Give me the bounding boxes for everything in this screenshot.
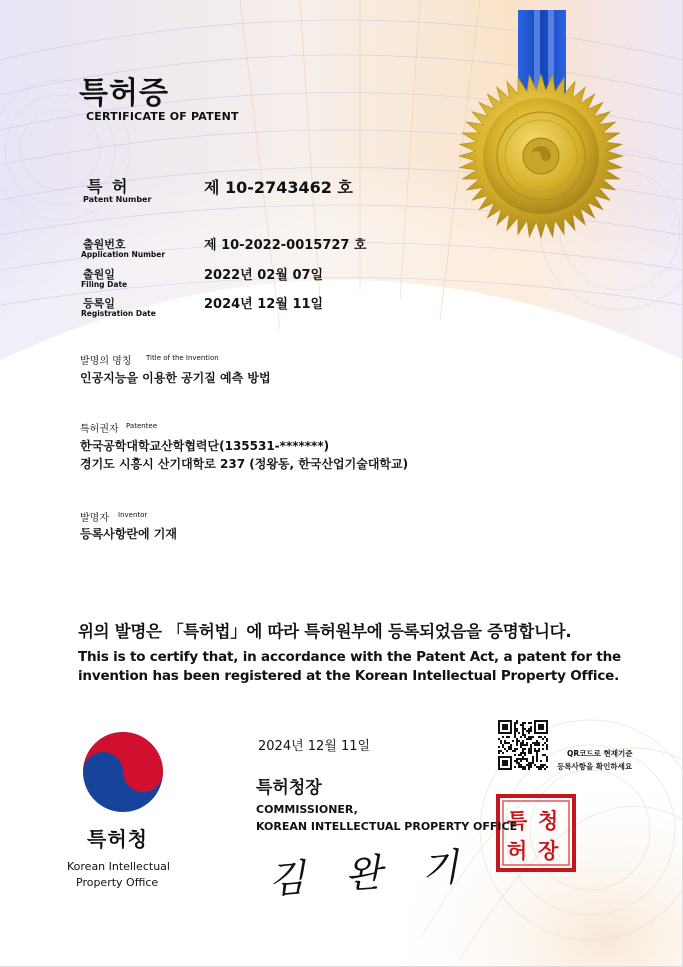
commissioner-title-ko: 특허청장 bbox=[256, 778, 322, 798]
svg-text:청: 청 bbox=[538, 809, 559, 833]
svg-text:특: 특 bbox=[507, 809, 528, 833]
registration-date-value: 2024년 12월 11일 bbox=[204, 297, 324, 312]
application-number-value: 제 10-2022-0015727 호 bbox=[204, 238, 367, 253]
patentee-label-en: Patentee bbox=[126, 422, 158, 430]
application-number-label: 출원번호 bbox=[83, 238, 126, 251]
filing-date-label: 출원일 bbox=[83, 268, 115, 281]
svg-text:장: 장 bbox=[538, 839, 559, 863]
application-number-label-en: Application Number bbox=[81, 250, 166, 259]
invention-title-label-en: Title of the Invention bbox=[146, 354, 219, 362]
certification-text-en-line1: This is to certify that, in accordance with the Patent Act, a patent for the bbox=[78, 649, 621, 665]
certificate-title: 특허증 bbox=[79, 76, 169, 111]
commissioner-signature: 김 완 기 bbox=[266, 843, 474, 903]
qr-caption-line2: 등록사항을 확인하세요 bbox=[557, 762, 633, 771]
commissioner-title-en-line2: KOREAN INTELLECTUAL PROPERTY OFFICE bbox=[256, 820, 518, 833]
invention-title-label: 발명의 명칭 bbox=[80, 356, 132, 367]
registration-date-label: 등록일 bbox=[83, 297, 115, 310]
inventor-label: 발명자 bbox=[80, 513, 109, 524]
filing-date-value: 2022년 02월 07일 bbox=[204, 268, 324, 283]
patentee-address: 경기도 시흥시 산기대학로 237 (정왕동, 한국산업기술대학교) bbox=[80, 457, 409, 471]
registration-date-label-en: Registration Date bbox=[81, 309, 156, 318]
inventor-value: 등록사항란에 기재 bbox=[80, 527, 177, 541]
inventor-label-en: Inventor bbox=[118, 511, 148, 519]
certification-text-ko: 위의 발명은 「특허법」에 따라 특허원부에 등록되었음을 증명합니다. bbox=[78, 622, 572, 641]
kipo-logo-shape bbox=[83, 732, 163, 812]
commissioner-title-en-line1: COMMISSIONER, bbox=[256, 803, 358, 816]
office-name-en-line2: Property Office bbox=[76, 876, 159, 889]
issue-date: 2024년 12월 11일 bbox=[258, 739, 371, 754]
invention-title-value: 인공지능을 이용한 공기질 예측 방법 bbox=[80, 371, 271, 385]
office-name-en-line1: Korean Intellectual bbox=[67, 860, 170, 873]
office-name-ko: 특허청 bbox=[87, 827, 148, 851]
patentee-name: 한국공학대학교산학협력단(135531-*******) bbox=[80, 439, 330, 453]
patent-number-label: 특 허 bbox=[87, 177, 130, 196]
filing-date-label-en: Filing Date bbox=[81, 280, 128, 289]
patentee-label: 특허권자 bbox=[80, 424, 119, 435]
svg-text:허: 허 bbox=[507, 839, 528, 863]
qr-code-shape bbox=[498, 720, 548, 770]
patent-number-value: 제 10-2743462 호 bbox=[204, 178, 353, 197]
patent-number-label-en: Patent Number bbox=[83, 195, 152, 204]
qr-caption-line1: QR코드로 현재기준 bbox=[567, 749, 633, 758]
certification-text-en-line2: invention has been registered at the Korean Intellectual Property Office. bbox=[78, 668, 620, 684]
certificate-subtitle: CERTIFICATE OF PATENT bbox=[86, 110, 239, 123]
